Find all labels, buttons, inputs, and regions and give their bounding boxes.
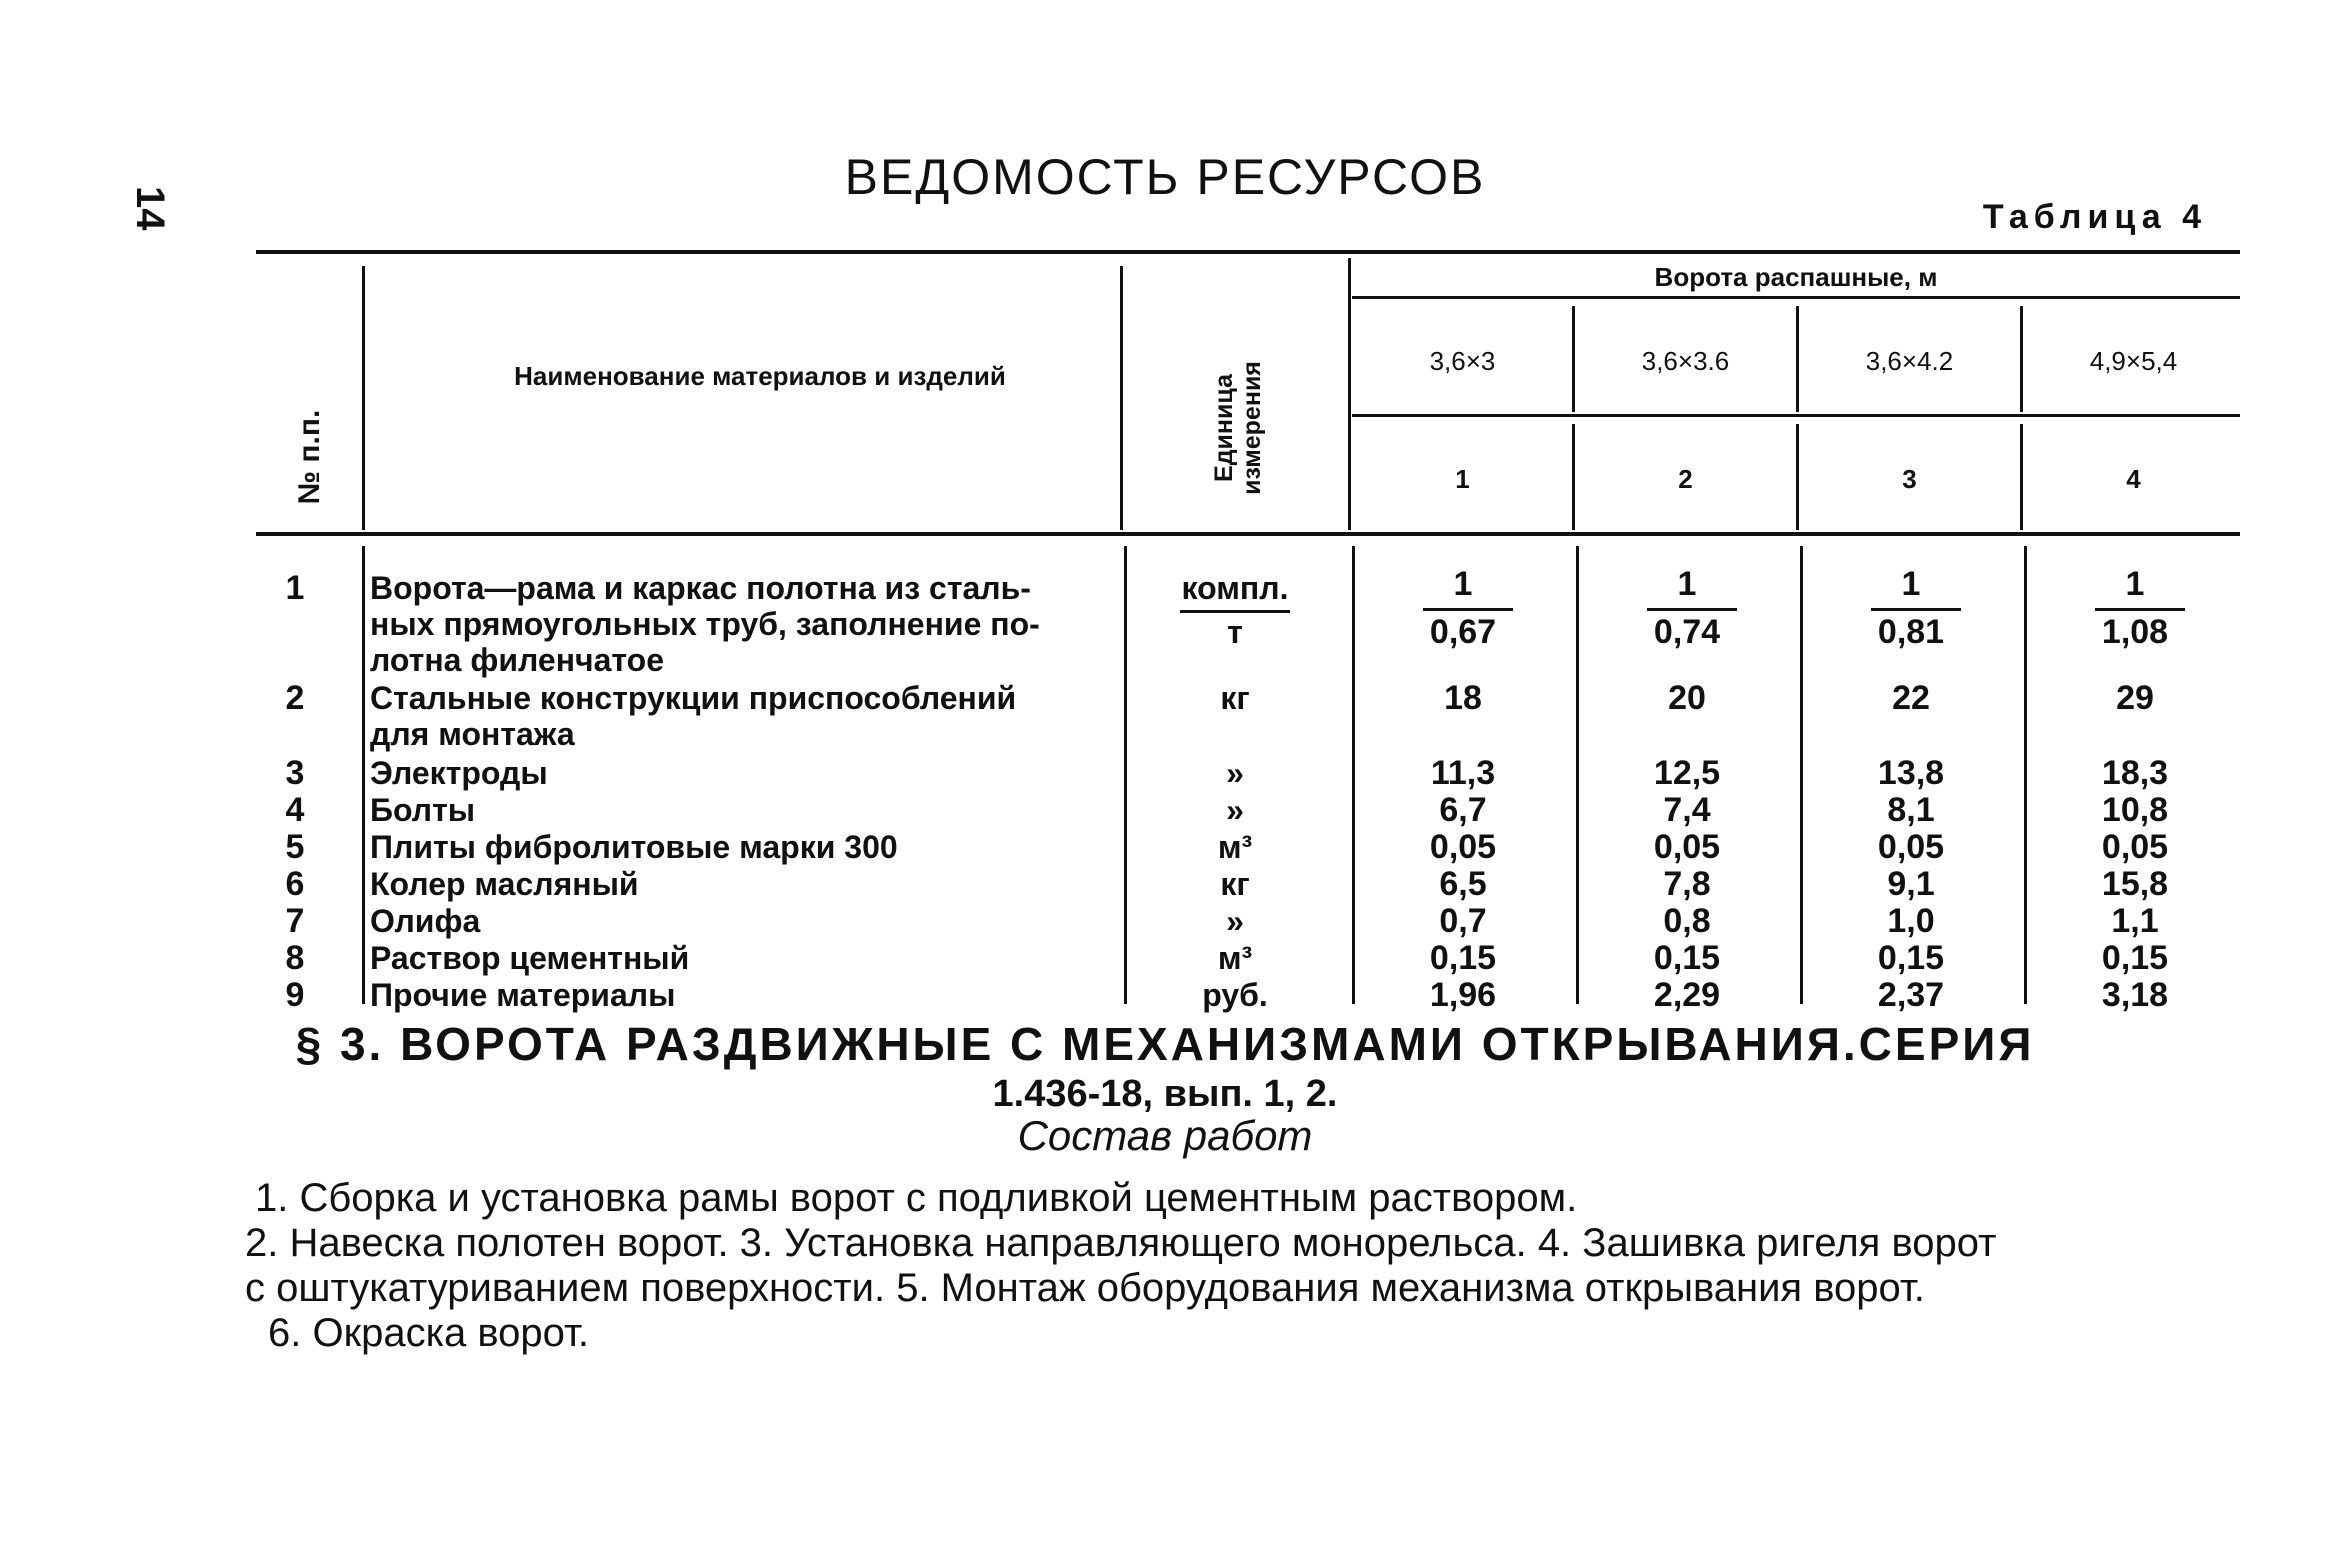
row-value: 20 [1668, 679, 1706, 717]
value-fraction-line [1871, 608, 1961, 611]
row-name-line: Ворота—рама и каркас полотна из сталь- [370, 570, 1031, 606]
size-header-3: 3,6×4.2 [1865, 346, 1954, 376]
row-value: 0,81 [1877, 613, 1945, 651]
row-value: 0,05 [1653, 828, 1721, 866]
col-num-header-cell [250, 380, 380, 540]
row-value: 0,15 [1429, 939, 1497, 977]
row-number: 8 [285, 939, 305, 977]
row-value: 0,67 [1429, 613, 1497, 651]
row-value: 8,1 [1887, 791, 1935, 829]
row-value-top: 1 [1453, 565, 1473, 603]
col-number-2: 2 [1678, 464, 1693, 494]
row-name-line: для монтажа [370, 716, 575, 752]
row-value: 22 [1892, 679, 1930, 717]
row-value: 0,05 [1877, 828, 1945, 866]
row-value: 0,74 [1653, 613, 1721, 651]
col-unit-header-cell [1125, 300, 1350, 530]
row-value: 0,15 [1877, 939, 1945, 977]
row-unit: кг [1220, 866, 1250, 902]
row-value: 13,8 [1877, 754, 1945, 792]
col-unit-header: Единица измерения [1210, 361, 1266, 495]
row-value: 3,18 [2101, 976, 2169, 1014]
row-value: 11,3 [1430, 754, 1496, 792]
row-value: 15,8 [2101, 865, 2169, 903]
row-value: 6,5 [1439, 865, 1487, 903]
work-line-1: 1. Сборка и установка рамы ворот с подливкой цементным раствором. [255, 1176, 1578, 1220]
col-name-header: Наименование материалов и изделий [514, 361, 1006, 391]
size-header-2: 3,6×3.6 [1641, 346, 1730, 376]
row-unit-top: компл. [1181, 570, 1289, 606]
row-number: 5 [285, 828, 305, 866]
col-number-1: 1 [1455, 464, 1470, 494]
value-fraction-line [1423, 608, 1513, 611]
row-number: 9 [285, 976, 305, 1014]
row-name-line: Болты [370, 792, 476, 828]
row-name-line: лотна филенчатое [370, 642, 665, 678]
row-value: 1,08 [2101, 613, 2169, 651]
work-line-2: 2. Навеска полотен ворот. 3. Установка направляющего монорельса. 4. Зашивка ригеля ворот [245, 1221, 1997, 1265]
size-header-4: 4,9×5,4 [2089, 346, 2178, 376]
row-unit: кг [1220, 680, 1250, 716]
row-value: 0,05 [2101, 828, 2169, 866]
row-number: 1 [285, 569, 305, 607]
col-number-3: 3 [1902, 464, 1917, 494]
row-unit: руб. [1202, 977, 1268, 1013]
row-value: 1,96 [1429, 976, 1497, 1014]
size-header-1: 3,6×3 [1429, 346, 1496, 376]
row-value: 10,8 [2101, 791, 2169, 829]
row-value: 7,8 [1663, 865, 1711, 903]
row-number: 2 [285, 679, 305, 717]
row-value: 9,1 [1887, 865, 1935, 903]
row-name-line: Стальные конструкции приспособлений [370, 680, 1017, 716]
row-value: 2,29 [1653, 976, 1721, 1014]
row-unit: » [1226, 903, 1244, 939]
row-unit: м³ [1217, 940, 1253, 976]
row-number: 6 [285, 865, 305, 903]
row-value: 29 [2116, 679, 2154, 717]
section-title: § 3. ВОРОТА РАЗДВИЖНЫЕ С МЕХАНИЗМАМИ ОТКРЫВАНИЯ.СЕРИЯ [295, 1018, 2035, 1070]
row-unit: м³ [1217, 829, 1253, 865]
row-number: 3 [285, 754, 305, 792]
row-value: 0,7 [1439, 902, 1487, 940]
row-unit: » [1226, 755, 1244, 791]
work-line-3: с оштукатуриванием поверхности. 5. Монтаж оборудования механизма открывания ворот. [245, 1266, 1925, 1310]
row-unit-bottom: т [1227, 614, 1243, 650]
row-value: 7,4 [1663, 791, 1711, 829]
row-value-top: 1 [1677, 565, 1697, 603]
row-name-line: Прочие материалы [370, 977, 676, 1013]
section-subtitle: 1.436-18, вып. 1, 2. [992, 1073, 1338, 1115]
row-name-line: Раствор цементный [370, 940, 690, 976]
row-value: 0,15 [1653, 939, 1721, 977]
row-value: 12,5 [1653, 754, 1721, 792]
row-number: 4 [285, 791, 305, 829]
table-label: Таблица 4 [1982, 198, 2207, 236]
row-name-line: Олифа [370, 903, 481, 939]
row-number: 7 [285, 902, 305, 940]
document-title: ВЕДОМОСТЬ РЕСУРСОВ [844, 149, 1486, 205]
row-value: 0,15 [2101, 939, 2169, 977]
col-num-header: № п.п. [293, 409, 326, 505]
col-number-4: 4 [2126, 464, 2141, 494]
row-value: 1,1 [2111, 902, 2159, 940]
value-fraction-line [1647, 608, 1737, 611]
row-value-top: 1 [2125, 565, 2145, 603]
row-value: 0,05 [1429, 828, 1497, 866]
row-name-line: ных прямоугольных труб, заполнение по- [370, 606, 1040, 642]
row-value: 1,0 [1887, 902, 1935, 940]
work-line-4: 6. Окраска ворот. [268, 1311, 589, 1355]
row-value: 0,8 [1663, 902, 1711, 940]
row-name-line: Электроды [370, 755, 548, 791]
row-value-top: 1 [1901, 565, 1921, 603]
group-header: Ворота распашные, м [1654, 262, 1938, 292]
row-value: 18 [1444, 679, 1482, 717]
row-name-line: Плиты фибролитовые марки 300 [370, 829, 898, 865]
row-unit: » [1226, 792, 1244, 828]
row-value: 18,3 [2101, 754, 2169, 792]
row-value: 2,37 [1877, 976, 1945, 1014]
value-fraction-line [2095, 608, 2185, 611]
row-value: 6,7 [1439, 791, 1487, 829]
page-number: 14 [128, 186, 172, 231]
composition-title: Состав работ [1017, 1112, 1313, 1159]
row-name-line: Колер масляный [370, 866, 639, 902]
unit-fraction-line [1180, 610, 1290, 613]
